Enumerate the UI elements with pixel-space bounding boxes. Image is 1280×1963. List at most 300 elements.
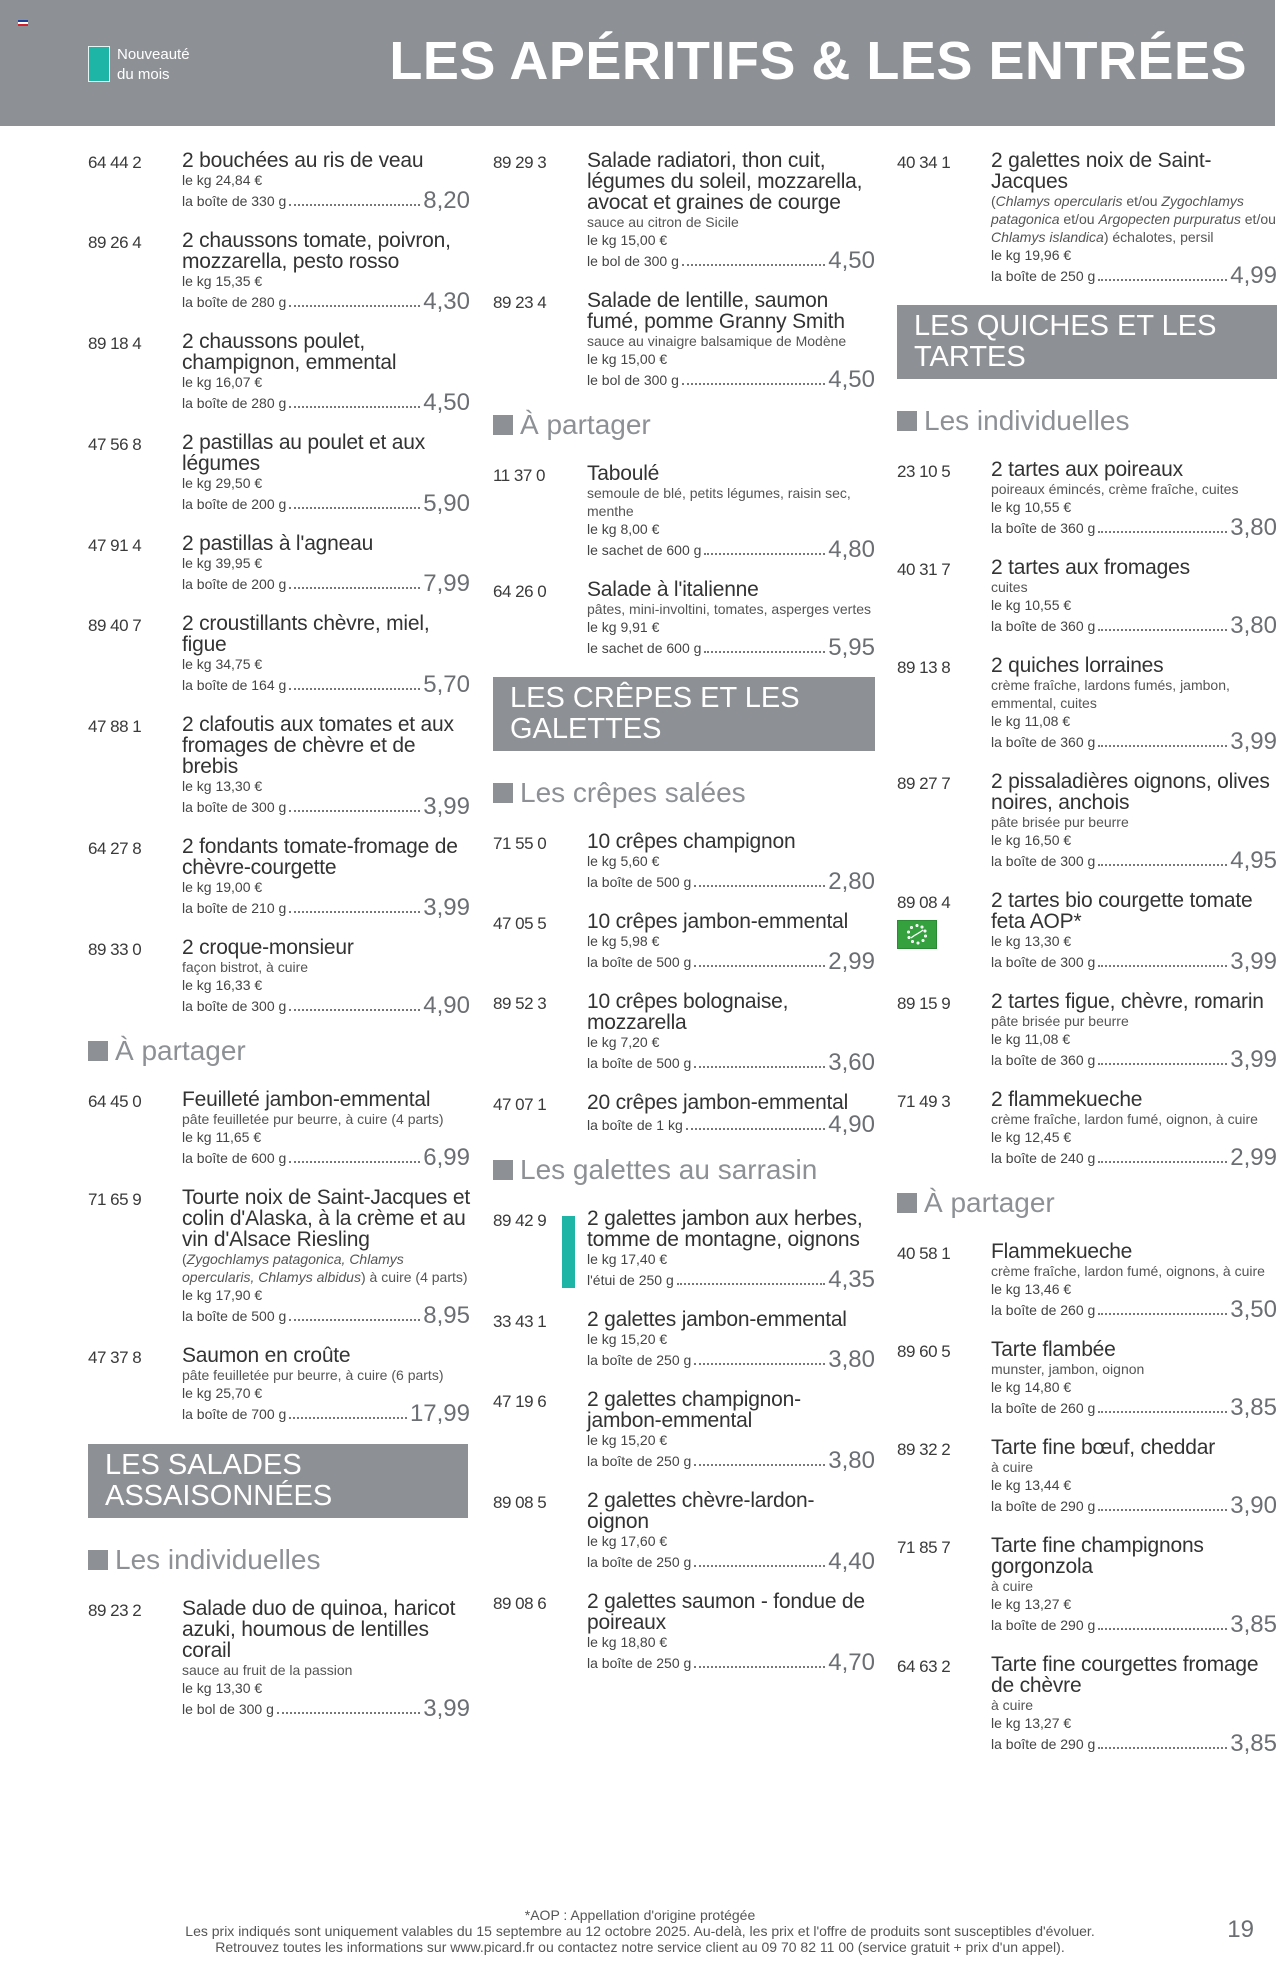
product-description: à cuire [991, 1459, 1034, 1475]
product-name: Salade duo de quinoa, haricot azuki, houmous de lentilles corail [182, 1597, 456, 1662]
product-item[interactable] [493, 990, 875, 1076]
subheading-label: Les individuelles [115, 1544, 321, 1575]
price-per-kg: le kg 11,08 € [991, 713, 1071, 729]
desc-part: et/ou [1122, 193, 1162, 209]
price: 3,99 [423, 894, 470, 921]
price-per-kg: le kg 13,30 € [182, 1680, 263, 1696]
pack-size: la boîte de 164 g [182, 677, 287, 693]
price-per-kg: le kg 39,95 € [182, 555, 263, 571]
pack-price-line [182, 288, 470, 315]
price-per-kg: le kg 13,46 € [991, 1281, 1072, 1297]
pack-price-line [991, 1730, 1277, 1757]
price: 4,95 [1230, 847, 1277, 874]
subheading-label: Les galettes au sarrasin [520, 1154, 818, 1185]
product-name: Salade radiatori, thon cuit, légumes du soleil, mozzarella, avocat et graines de courge [587, 149, 863, 214]
pack-price-line [182, 1695, 470, 1722]
price-per-kg: le kg 17,40 € [587, 1251, 668, 1267]
pack-price-line [587, 1447, 875, 1474]
pack-size: la boîte de 250 g [587, 1453, 692, 1469]
product-code: 71 65 9 [88, 1190, 142, 1209]
species-latin: Chlamys opercularis [995, 193, 1123, 209]
pack-price-line [182, 992, 470, 1019]
product-item[interactable] [493, 149, 875, 274]
product-code: 89 33 0 [88, 940, 142, 959]
desc-part: ) à cuire (4 parts) [360, 1269, 468, 1285]
pack-price-line [182, 793, 470, 820]
price: 4,50 [423, 389, 470, 416]
pack-size: le bol de 300 g [587, 372, 679, 388]
column-3 [897, 150, 1277, 1773]
pack-price-line [182, 1400, 470, 1427]
price: 3,80 [828, 1447, 875, 1474]
leader-dots [277, 1712, 420, 1714]
price-per-kg: le kg 15,20 € [587, 1331, 668, 1347]
pack-size: la boîte de 300 g [991, 954, 1096, 970]
page-title: LES APÉRITIFS & LES ENTRÉES [389, 31, 1247, 91]
price-per-kg: le kg 16,33 € [182, 977, 263, 993]
square-bullet-icon [897, 411, 917, 431]
product-item[interactable] [88, 229, 470, 315]
pack-size: l'étui de 250 g [587, 1272, 674, 1288]
pack-price-line [587, 1649, 875, 1676]
pack-size: la boîte de 250 g [587, 1554, 692, 1570]
price-per-kg: le kg 10,55 € [991, 499, 1072, 515]
product-item[interactable] [897, 458, 1277, 541]
pack-price-line [182, 894, 470, 921]
pack-size: la boîte de 500 g [182, 1308, 287, 1324]
price: 4,35 [828, 1266, 875, 1293]
price-per-kg: le kg 11,65 € [182, 1129, 262, 1145]
legend-line-1: Nouveauté [117, 46, 190, 63]
product-item[interactable] [897, 1653, 1277, 1757]
product-item[interactable] [493, 578, 875, 661]
product-item[interactable] [493, 910, 875, 975]
pack-size: la boîte de 290 g [991, 1498, 1096, 1514]
product-description: crème fraîche, lardon fumé, oignons, à cuire [991, 1263, 1265, 1279]
product-code: 23 10 5 [897, 462, 951, 481]
product-description: poireaux émincés, crème fraîche, cuites [991, 481, 1239, 497]
product-name: 2 chaussons poulet, champignon, emmental [182, 330, 397, 374]
product-code: 89 18 4 [88, 334, 142, 353]
product-code: 40 34 1 [897, 153, 951, 172]
desc-part: ) échalotes, persil [1103, 229, 1214, 245]
product-code: 89 29 3 [493, 153, 547, 172]
pack-size: la boîte de 300 g [182, 998, 287, 1014]
legend-line-2: du mois [117, 66, 170, 83]
species-latin: Zygochlamys patagonica [991, 193, 1244, 227]
price: 4,40 [828, 1548, 875, 1575]
product-code: 89 52 3 [493, 994, 547, 1013]
product-name: Taboulé [587, 462, 660, 485]
leader-dots [1098, 279, 1227, 281]
pack-price-line [587, 366, 875, 393]
pack-price-line [182, 490, 470, 517]
product-description: semoule de blé, petits légumes, raisin sec, menthe [587, 485, 851, 519]
pack-price-line [587, 634, 875, 661]
product-item[interactable] [88, 1088, 470, 1171]
pack-size: la boîte de 280 g [182, 395, 287, 411]
pack-size: la boîte de 360 g [991, 618, 1096, 634]
product-item[interactable] [88, 149, 470, 214]
product-description: à cuire [991, 1697, 1034, 1713]
price-per-kg: le kg 5,98 € [587, 933, 660, 949]
new-product-marker [88, 46, 110, 82]
leader-dots [289, 810, 420, 812]
product-name: 10 crêpes champignon [587, 830, 796, 853]
price-per-kg: le kg 13,30 € [991, 933, 1072, 949]
pack-size: la boîte de 200 g [182, 576, 287, 592]
pack-price-line [182, 570, 470, 597]
product-code: 64 26 0 [493, 582, 547, 601]
product-item[interactable] [88, 1186, 470, 1329]
pack-price-line [182, 389, 470, 416]
contact-note: Retrouvez toutes les informations sur www.picard.fr ou contactez notre service client au 09 70 82 11 00 (service gratuit + prix d'un appel). [215, 1939, 1065, 1955]
product-name: 2 fondants tomate-fromage de chèvre-courgette [182, 835, 458, 879]
product-code: 40 58 1 [897, 1244, 951, 1263]
product-code: 47 05 5 [493, 914, 547, 933]
pack-size: le sachet de 600 g [587, 542, 702, 558]
leader-dots [694, 1363, 825, 1365]
footer [0, 1907, 1280, 1955]
subheading-individuelles [897, 405, 1277, 437]
pack-size: la boîte de 300 g [991, 853, 1096, 869]
product-code: 47 88 1 [88, 717, 142, 736]
leader-dots [1098, 1313, 1227, 1315]
pack-size: la boîte de 260 g [991, 1400, 1096, 1416]
pack-size: la boîte de 600 g [182, 1150, 287, 1166]
product-item[interactable] [897, 990, 1277, 1073]
product-code: 33 43 1 [493, 1312, 547, 1331]
price: 3,85 [1230, 1611, 1277, 1638]
product-name: 2 pissaladières oignons, olives noires, anchois [991, 770, 1270, 814]
price: 2,99 [1230, 1144, 1277, 1171]
price-per-kg: le kg 14,80 € [991, 1379, 1072, 1395]
product-name: 2 tartes aux poireaux [991, 458, 1183, 481]
product-item[interactable] [897, 1534, 1277, 1638]
price-per-kg: le kg 24,84 € [182, 172, 263, 188]
product-name: 2 flammekueche [991, 1088, 1143, 1111]
pack-price-line [587, 1049, 875, 1076]
price: 4,99 [1230, 262, 1277, 289]
pack-size: la boîte de 360 g [991, 1052, 1096, 1068]
leader-dots [289, 1161, 420, 1163]
price: 3,99 [423, 793, 470, 820]
product-code: 71 49 3 [897, 1092, 951, 1111]
product-name: 2 pastillas à l'agneau [182, 532, 374, 555]
product-item-new[interactable] [493, 1207, 875, 1293]
pack-size: la boîte de 250 g [587, 1352, 692, 1368]
leader-dots [289, 587, 420, 589]
product-code: 47 07 1 [493, 1095, 547, 1114]
product-name: 2 clafoutis aux tomates et aux fromages de chèvre et de brebis [182, 713, 454, 778]
leader-dots [289, 911, 420, 913]
product-name: 10 crêpes bolognaise, mozzarella [587, 990, 789, 1034]
column-1 [88, 150, 470, 1738]
pack-price-line [991, 1611, 1277, 1638]
price-per-kg: le kg 15,35 € [182, 273, 263, 289]
subheading-label: Les crêpes salées [520, 777, 746, 808]
product-code: 47 91 4 [88, 536, 142, 555]
price: 3,99 [1230, 1046, 1277, 1073]
product-item[interactable] [493, 1590, 875, 1676]
leader-dots [1098, 1161, 1227, 1163]
leader-dots [1098, 531, 1227, 533]
product-name: Tarte flambée [991, 1338, 1116, 1361]
product-item[interactable] [493, 1489, 875, 1575]
pack-size: la boîte de 260 g [991, 1302, 1096, 1318]
product-name: 2 chaussons tomate, poivron, mozzarella, pesto rosso [182, 229, 451, 273]
price: 4,50 [828, 366, 875, 393]
pack-price-line [182, 1144, 470, 1171]
leader-dots [1098, 745, 1227, 747]
price-per-kg: le kg 16,07 € [182, 374, 263, 390]
product-item[interactable] [493, 830, 875, 895]
price: 3,60 [828, 1049, 875, 1076]
product-item[interactable] [897, 770, 1277, 874]
pack-price-line [587, 247, 875, 274]
pack-price-line [587, 948, 875, 975]
price-per-kg: le kg 13,27 € [991, 1715, 1072, 1731]
product-code: 64 63 2 [897, 1657, 951, 1676]
price-per-kg: le kg 12,45 € [991, 1129, 1072, 1145]
price: 3,80 [1230, 612, 1277, 639]
price-per-kg: le kg 19,96 € [991, 247, 1072, 263]
product-code: 89 23 2 [88, 1601, 142, 1620]
leader-dots [289, 1319, 420, 1321]
product-item[interactable] [897, 1088, 1277, 1171]
pack-size: la boîte de 500 g [587, 874, 692, 890]
price: 7,99 [423, 570, 470, 597]
product-code: 11 37 0 [493, 466, 545, 485]
product-item[interactable] [88, 936, 470, 1019]
product-name: Tarte fine champignons gorgonzola [991, 1534, 1204, 1578]
price: 2,80 [828, 868, 875, 895]
leader-dots [694, 1464, 825, 1466]
product-item[interactable] [493, 1308, 875, 1373]
price-per-kg: le kg 15,00 € [587, 232, 668, 248]
product-code: 40 31 7 [897, 560, 951, 579]
leader-dots [694, 1066, 825, 1068]
square-bullet-icon [88, 1041, 108, 1061]
product-description [991, 192, 1277, 246]
pack-size: la boîte de 360 g [991, 520, 1096, 536]
pack-price-line [587, 536, 875, 563]
square-bullet-icon [493, 783, 513, 803]
leader-dots [682, 264, 825, 266]
product-code: 89 27 7 [897, 774, 951, 793]
desc-part: ( [182, 1251, 187, 1267]
price-per-kg: le kg 8,00 € [587, 521, 660, 537]
product-description: sauce au citron de Sicile [587, 214, 739, 230]
product-description: pâte brisée pur beurre [991, 814, 1129, 830]
subheading-individuelles [88, 1544, 470, 1576]
pack-price-line [587, 868, 875, 895]
product-item[interactable] [897, 1240, 1277, 1323]
product-description: pâtes, mini-involtini, tomates, asperges vertes [587, 601, 872, 617]
new-product-legend [117, 45, 190, 85]
subheading-galettes [493, 1154, 875, 1186]
pack-size: le sachet de 600 g [587, 640, 702, 656]
product-item[interactable] [897, 654, 1277, 755]
product-item[interactable] [493, 462, 875, 563]
product-name: 2 galettes jambon aux herbes, tomme de montagne, oignons [587, 1207, 863, 1251]
product-description: pâte feuilletée pur beurre, à cuire (6 parts) [182, 1367, 444, 1383]
product-description: cuites [991, 579, 1028, 595]
pack-size: la boîte de 210 g [182, 900, 287, 916]
price: 3,85 [1230, 1730, 1277, 1757]
product-description: sauce au vinaigre balsamique de Modène [587, 333, 847, 349]
price-per-kg: le kg 15,00 € [587, 351, 668, 367]
pack-size: la boîte de 240 g [991, 1150, 1096, 1166]
product-item[interactable] [88, 1597, 470, 1722]
pack-size: la boîte de 250 g [587, 1655, 692, 1671]
price-per-kg: le kg 13,30 € [182, 778, 263, 794]
product-name: 20 crêpes jambon-emmental [587, 1091, 849, 1114]
desc-part: et/ou [1059, 211, 1099, 227]
price-per-kg: le kg 11,08 € [991, 1031, 1071, 1047]
product-description: pâte brisée pur beurre [991, 1013, 1129, 1029]
price-per-kg: le kg 25,70 € [182, 1385, 263, 1401]
product-item[interactable] [493, 1388, 875, 1474]
product-item[interactable] [897, 556, 1277, 639]
product-description: pâte feuilletée pur beurre, à cuire (4 parts) [182, 1111, 444, 1127]
leader-dots [289, 507, 420, 509]
pack-size: la boîte de 280 g [182, 294, 287, 310]
pack-size: la boîte de 290 g [991, 1617, 1096, 1633]
product-name: 2 galettes champignon-jambon-emmental [587, 1388, 801, 1432]
product-item[interactable] [88, 330, 470, 416]
product-item[interactable] [88, 1344, 470, 1427]
product-item[interactable] [88, 532, 470, 597]
product-name: 2 quiches lorraines [991, 654, 1164, 677]
column-2 [493, 150, 875, 1692]
price: 4,30 [423, 288, 470, 315]
product-item[interactable] [897, 149, 1277, 289]
product-name: 2 tartes figue, chèvre, romarin [991, 990, 1264, 1013]
price: 3,99 [423, 1695, 470, 1722]
price-per-kg: le kg 13,27 € [991, 1596, 1072, 1612]
price: 5,95 [828, 634, 875, 661]
subheading-label: À partager [924, 1187, 1055, 1218]
product-name: Tarte fine courgettes fromage de chèvre [991, 1653, 1259, 1697]
product-description: façon bistrot, à cuire [182, 959, 309, 975]
product-item[interactable] [897, 1338, 1277, 1421]
product-item[interactable] [88, 612, 470, 698]
leader-dots [289, 1417, 407, 1419]
price: 4,90 [828, 1111, 875, 1138]
product-code: 47 56 8 [88, 435, 142, 454]
product-name: 2 bouchées au ris de veau [182, 149, 424, 172]
leader-dots [704, 651, 825, 653]
leader-dots [1098, 1411, 1227, 1413]
leader-dots [686, 1128, 826, 1130]
price-validity-note: Les prix indiqués sont uniquement valables du 15 septembre au 12 octobre 2025. Au-delà, les prix et l'offre de produits sont susceptibles d'évoluer. [185, 1923, 1095, 1939]
price-per-kg: le kg 17,90 € [182, 1287, 263, 1303]
leader-dots [694, 1666, 825, 1668]
price: 8,20 [423, 187, 470, 214]
product-name: 2 galettes jambon-emmental [587, 1308, 847, 1331]
pack-size: la boîte de 700 g [182, 1406, 287, 1422]
price: 5,70 [423, 671, 470, 698]
product-code: 89 08 6 [493, 1594, 547, 1613]
pack-price-line [182, 671, 470, 698]
leader-dots [677, 1283, 826, 1285]
leader-dots [1098, 864, 1227, 866]
leader-dots [1098, 965, 1227, 967]
product-name: Flammekueche [991, 1240, 1133, 1263]
product-name: 2 galettes chèvre-lardon-oignon [587, 1489, 815, 1533]
product-item[interactable] [493, 289, 875, 393]
product-item[interactable] [88, 431, 470, 517]
pack-price-line [182, 187, 470, 214]
product-item[interactable] [897, 1436, 1277, 1519]
flag-icon [18, 20, 28, 26]
product-item[interactable] [88, 835, 470, 921]
product-description: crème fraîche, lardon fumé, oignon, à cuire [991, 1111, 1258, 1127]
pack-price-line [991, 612, 1277, 639]
subheading-crepes-salees [493, 777, 875, 809]
leader-dots [1098, 1509, 1227, 1511]
header-band [0, 0, 1275, 126]
price-per-kg: le kg 16,50 € [991, 832, 1072, 848]
product-description [182, 1250, 470, 1286]
price-per-kg: le kg 7,20 € [587, 1034, 660, 1050]
section-heading-salades: LES SALADES ASSAISONNÉES [88, 1444, 468, 1518]
product-code: 64 45 0 [88, 1092, 142, 1111]
price: 3,90 [1230, 1492, 1277, 1519]
pack-size: la boîte de 200 g [182, 496, 287, 512]
pack-price-line [991, 948, 1277, 975]
price-per-kg: le kg 19,00 € [182, 879, 263, 895]
product-name: Salade de lentille, saumon fumé, pomme Granny Smith [587, 289, 845, 333]
product-item[interactable] [897, 889, 1277, 975]
product-name: 2 galettes saumon - fondue de poireaux [587, 1590, 865, 1634]
desc-part: ( [991, 193, 996, 209]
pack-price-line [991, 728, 1277, 755]
pack-price-line [587, 1266, 875, 1293]
product-description: munster, jambon, oignon [991, 1361, 1145, 1377]
pack-price-line [587, 1111, 875, 1138]
product-name: 2 tartes aux fromages [991, 556, 1190, 579]
subheading-label: Les individuelles [924, 405, 1130, 436]
pack-size: la boîte de 500 g [587, 1055, 692, 1071]
pack-size: la boîte de 500 g [587, 954, 692, 970]
leader-dots [289, 406, 420, 408]
subheading-a-partager [493, 409, 875, 441]
price: 4,50 [828, 247, 875, 274]
leader-dots [694, 885, 825, 887]
product-item[interactable] [88, 713, 470, 820]
price-per-kg: le kg 9,91 € [587, 619, 660, 635]
product-code: 71 55 0 [493, 834, 547, 853]
pack-price-line [991, 1394, 1277, 1421]
subheading-label: À partager [115, 1035, 246, 1066]
product-description: sauce au fruit de la passion [182, 1662, 353, 1678]
price-per-kg: le kg 5,60 € [587, 853, 660, 869]
subheading-label: À partager [520, 409, 651, 440]
leader-dots [694, 965, 825, 967]
aop-footnote: *AOP : Appellation d'origine protégée [524, 1907, 756, 1923]
subheading-a-partager [897, 1187, 1277, 1219]
price-per-kg: le kg 17,60 € [587, 1533, 668, 1549]
price: 2,99 [828, 948, 875, 975]
pack-size: la boîte de 1 kg [587, 1117, 683, 1133]
product-code: 89 13 8 [897, 658, 951, 677]
product-item[interactable] [493, 1091, 875, 1138]
square-bullet-icon [88, 1550, 108, 1570]
section-heading-quiches: LES QUICHES ET LES TARTES [897, 305, 1277, 379]
product-code: 89 42 9 [493, 1211, 547, 1230]
